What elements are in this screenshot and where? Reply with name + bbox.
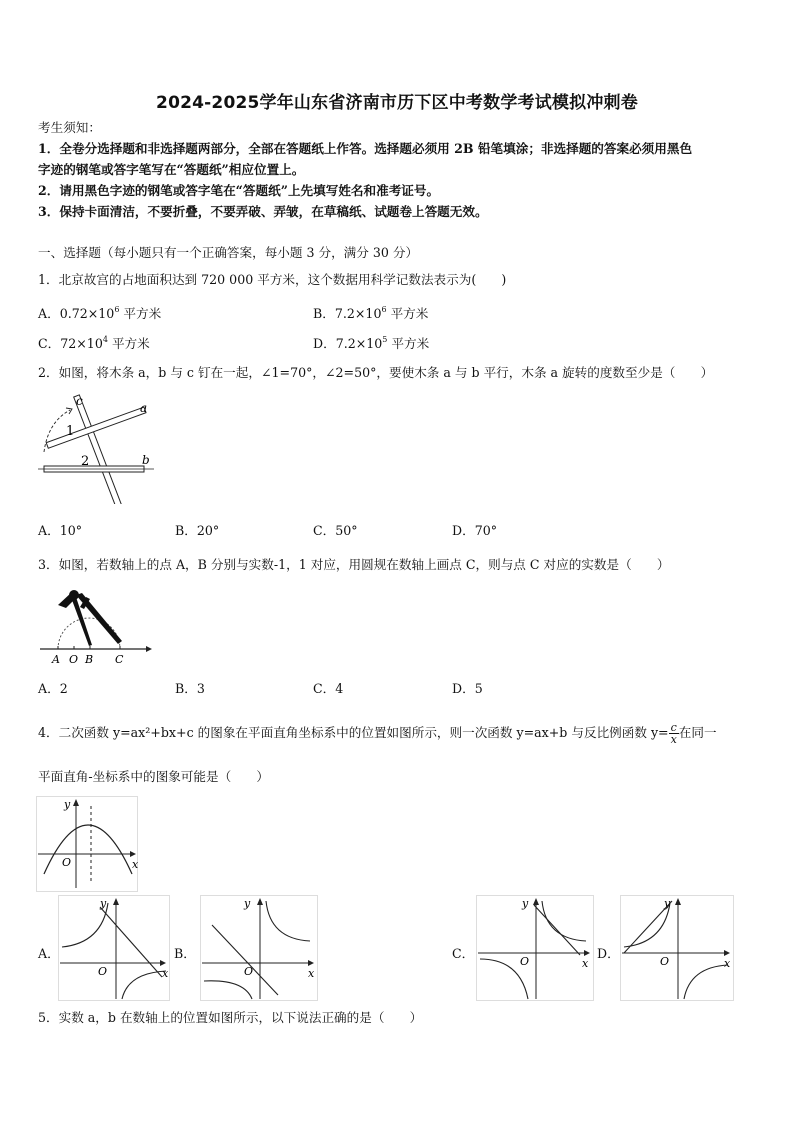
question-2-option-b: B．20° [175,523,220,538]
section-heading: 一、选择题（每小题只有一个正确答案，每小题 3 分，满分 30 分） [38,245,419,260]
axis-x-label: x [162,967,169,980]
axis-x-label: x [582,957,589,970]
question-1-option-d: D．$7.2\times 10^5$ 平方米 [313,335,430,351]
question-4-option-b-graph [200,895,318,1001]
label-angle-1: 1 [66,424,75,439]
fraction-c-over-x: $\frac{c}{x}$ [670,721,677,746]
question-3-option-d: D．5 [452,681,483,696]
question-2-option-a: A．10° [38,523,83,538]
notice-item-1: 1．全卷分选择题和非选择题两部分，全部在答题纸上作答。选择题必须用 2B 铅笔填涂；非选择题的答案必须用黑色 [38,141,693,156]
axis-y-label: y [100,897,107,910]
question-4-option-d-graph [620,895,734,1001]
notice-item-1-cont: 字迹的钢笔或答字笔写在“答题纸”相应位置上。 [38,162,305,177]
axis-y-label: y [522,897,529,910]
question-4-option-a-graph [58,895,170,1001]
origin-label: O [660,955,670,968]
question-2-stem: 2．如图，将木条 a，b 与 c 钉在一起，∠1=70°，∠2=50°，要使木条 a 与 b 平行，木条 a 旋转的度数至少是（ ） [38,365,714,380]
origin-label: O [62,856,72,869]
point-b-label: B [85,653,94,666]
label-c: c [76,394,83,408]
question-3-stem: 3．如图，若数轴上的点 A，B 分别与实数-1，1 对应，用圆规在数轴上画点 C，则与点 C 对应的实数是（ ） [38,557,670,572]
question-3-option-b: B．3 [175,681,205,696]
question-1-option-b: B．$7.2\times 10^6$ 平方米 [313,305,429,321]
axis-y-label: y [244,897,251,910]
question-4-option-c-label: C． [452,946,475,961]
notice-heading: 考生须知： [38,120,101,135]
page-title: 2024-2025学年山东省济南市历下区中考数学考试模拟冲刺卷 [156,93,638,113]
label-b: b [142,453,150,467]
notice-item-2: 2．请用黑色字迹的钢笔或答字笔在“答题纸”上先填写姓名和准考证号。 [38,183,440,198]
question-1-option-a: A．$0.72\times 10^6$ 平方米 [38,305,162,321]
notice-item-3: 3．保持卡面清洁，不要折叠，不要弄破、弄皱，在草稿纸、试题卷上答题无效。 [38,204,488,219]
question-1-option-c: C．$72\times 10^4$ 平方米 [38,335,150,351]
question-5-stem: 5．实数 a，b 在数轴上的位置如图所示，以下说法正确的是（ ） [38,1010,423,1025]
label-angle-2: 2 [81,454,90,469]
origin-label: O [244,965,254,978]
question-3-figure [36,583,156,669]
point-o-label: O [69,653,79,666]
origin-label: O [520,955,530,968]
stick-c [74,395,123,504]
question-1-stem: 1．北京故宫的占地面积达到 720 000 平方米，这个数据用科学记数法表示为( ) [38,272,507,287]
question-4-option-d-label: D． [597,946,620,961]
axis-x-label: x [724,957,731,970]
question-3-option-a: A．2 [38,681,68,696]
question-2-figure [36,392,158,504]
question-4-option-c-graph [476,895,594,1001]
axis-y-label: y [664,897,671,910]
point-a-label: A [52,653,60,666]
question-4-parabola-figure [36,796,138,892]
question-4-stem: 4．二次函数 y=ax²+bx+c 的图象在平面直角坐标系中的位置如图所示，则一次函数 y=ax+b 与反比例函数 y= $\frac{c}{x}$ 在同一 [38,721,717,746]
question-4-option-a-label: A． [38,946,60,961]
question-2-option-d: D．70° [452,523,498,538]
axis-y-label: y [64,798,71,811]
axis-x-label: x [308,967,315,980]
question-4-option-b-label: B． [174,946,196,961]
axis-x-label: x [132,858,138,871]
origin-label: O [98,965,108,978]
question-3-option-c: C．4 [313,681,344,696]
question-4-stem-line2: 平面直角-坐标系中的图象可能是（ ） [38,769,269,784]
point-c-label: C [115,653,124,666]
question-2-option-c: C．50° [313,523,358,538]
label-a: a [140,401,148,415]
